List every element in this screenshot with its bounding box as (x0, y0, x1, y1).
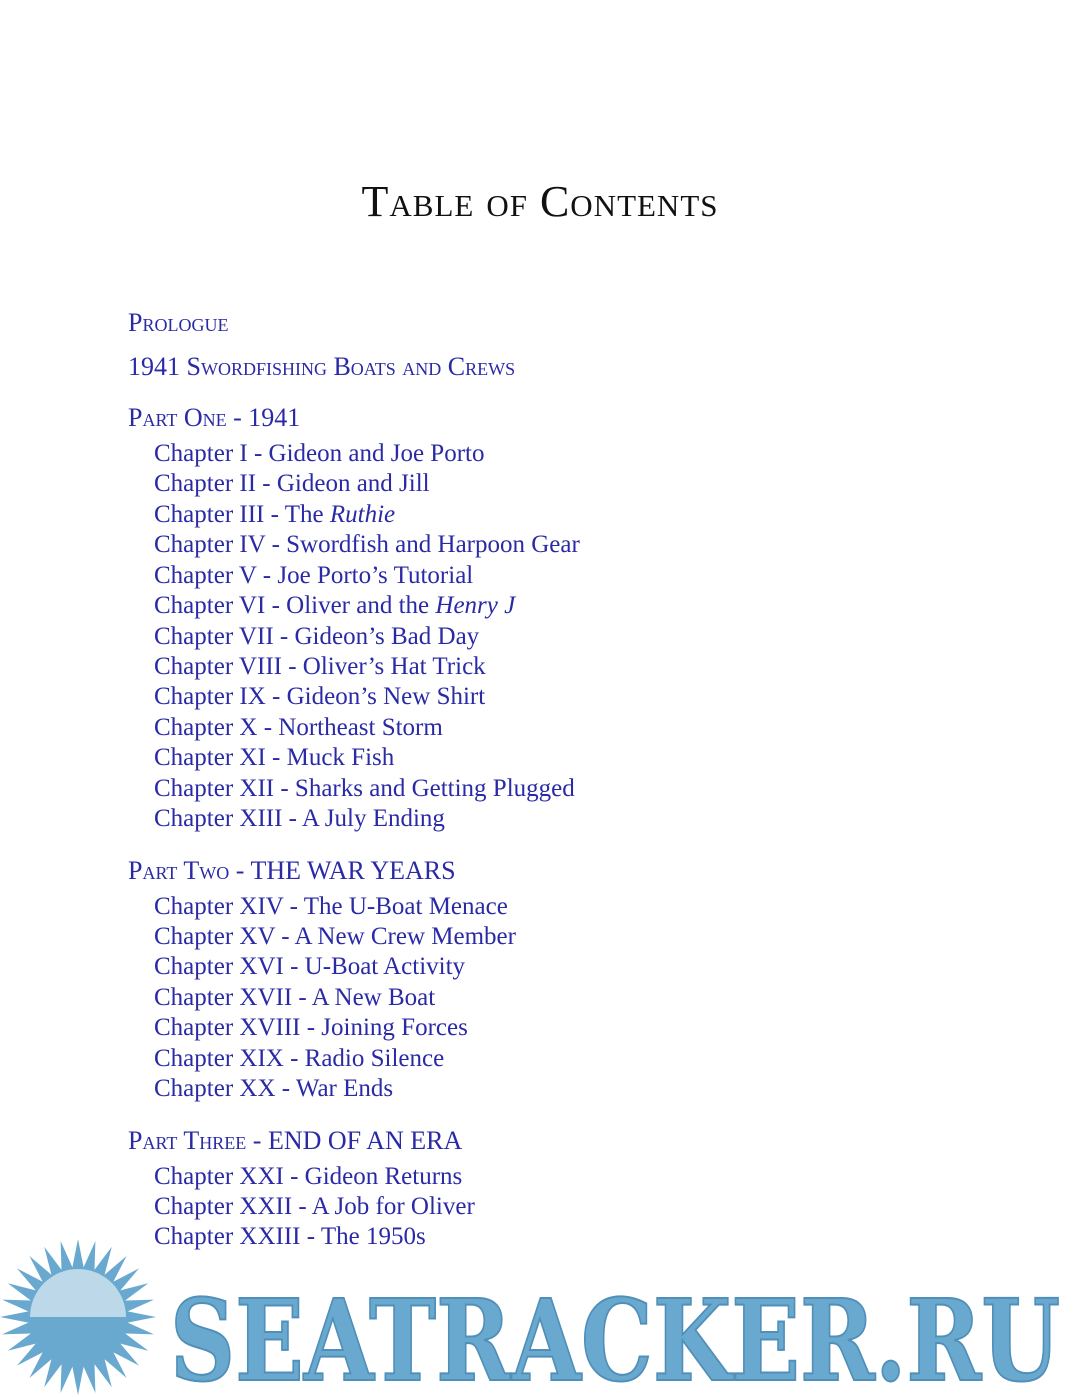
toc-link-chapter-18[interactable]: Chapter XVIII - Joining Forces (154, 1014, 468, 1041)
toc-link-chapter-15[interactable]: Chapter XV - A New Crew Member (154, 923, 516, 950)
toc-link-chapter-3[interactable] (154, 500, 395, 530)
toc-link-chapter-8[interactable]: Chapter VIII - Oliver’s Hat Trick (154, 653, 486, 680)
toc-link-chapter-14[interactable]: Chapter XIV - The U-Boat Menace (154, 893, 508, 920)
toc-link-chapter-11[interactable]: Chapter XI - Muck Fish (154, 744, 395, 771)
toc-link-chapter-7[interactable]: Chapter VII - Gideon’s Bad Day (154, 623, 480, 650)
toc-link-chapter-20[interactable]: Chapter XX - War Ends (154, 1075, 394, 1102)
toc-link-chapter-16[interactable]: Chapter XVI - U-Boat Activity (154, 953, 466, 980)
chapter-label: Chapter III - The (154, 501, 330, 528)
watermark-text: SEATRACKER.RU (170, 1276, 1060, 1397)
toc-link-chapter-1[interactable]: Chapter I - Gideon and Joe Porto (154, 440, 485, 467)
watermark-logo (0, 1240, 1080, 1397)
toc-link-chapter-2[interactable]: Chapter II - Gideon and Jill (154, 470, 430, 497)
toc-link-chapter-23[interactable]: Chapter XXIII - The 1950s (154, 1223, 426, 1250)
sun-icon (0, 1240, 156, 1395)
chapter-label: Chapter VI - Oliver and the (154, 592, 436, 619)
page-title: Table of Contents (361, 177, 719, 226)
toc-link-chapter-12[interactable]: Chapter XII - Sharks and Getting Plugged (154, 775, 575, 802)
toc-link-chapter-6[interactable] (154, 591, 515, 621)
toc-link-chapter-5[interactable]: Chapter V - Joe Porto’s Tutorial (154, 562, 474, 589)
toc-link-part-two[interactable]: Part Two - THE WAR YEARS (128, 856, 456, 885)
toc-link-boats-and-crews[interactable]: 1941 Swordfishing Boats and Crews (128, 352, 516, 381)
toc-link-chapter-4[interactable]: Chapter IV - Swordfish and Harpoon Gear (154, 531, 580, 558)
toc-link-chapter-21[interactable]: Chapter XXI - Gideon Returns (154, 1163, 463, 1190)
toc-link-prologue[interactable]: Prologue (128, 308, 229, 337)
toc-link-chapter-13[interactable]: Chapter XIII - A July Ending (154, 805, 445, 832)
toc-link-chapter-17[interactable]: Chapter XVII - A New Boat (154, 984, 436, 1011)
toc-link-chapter-9[interactable]: Chapter IX - Gideon’s New Shirt (154, 683, 486, 710)
toc-link-chapter-10[interactable]: Chapter X - Northeast Storm (154, 714, 443, 741)
toc-link-chapter-22[interactable]: Chapter XXII - A Job for Oliver (154, 1193, 475, 1220)
boat-name: Ruthie (329, 501, 396, 528)
toc-link-part-three[interactable]: Part Three - END OF AN ERA (128, 1126, 463, 1155)
boat-name: Henry J (435, 592, 516, 619)
toc-link-chapter-19[interactable]: Chapter XIX - Radio Silence (154, 1045, 445, 1072)
toc-link-part-one[interactable]: Part One - 1941 (128, 403, 301, 432)
